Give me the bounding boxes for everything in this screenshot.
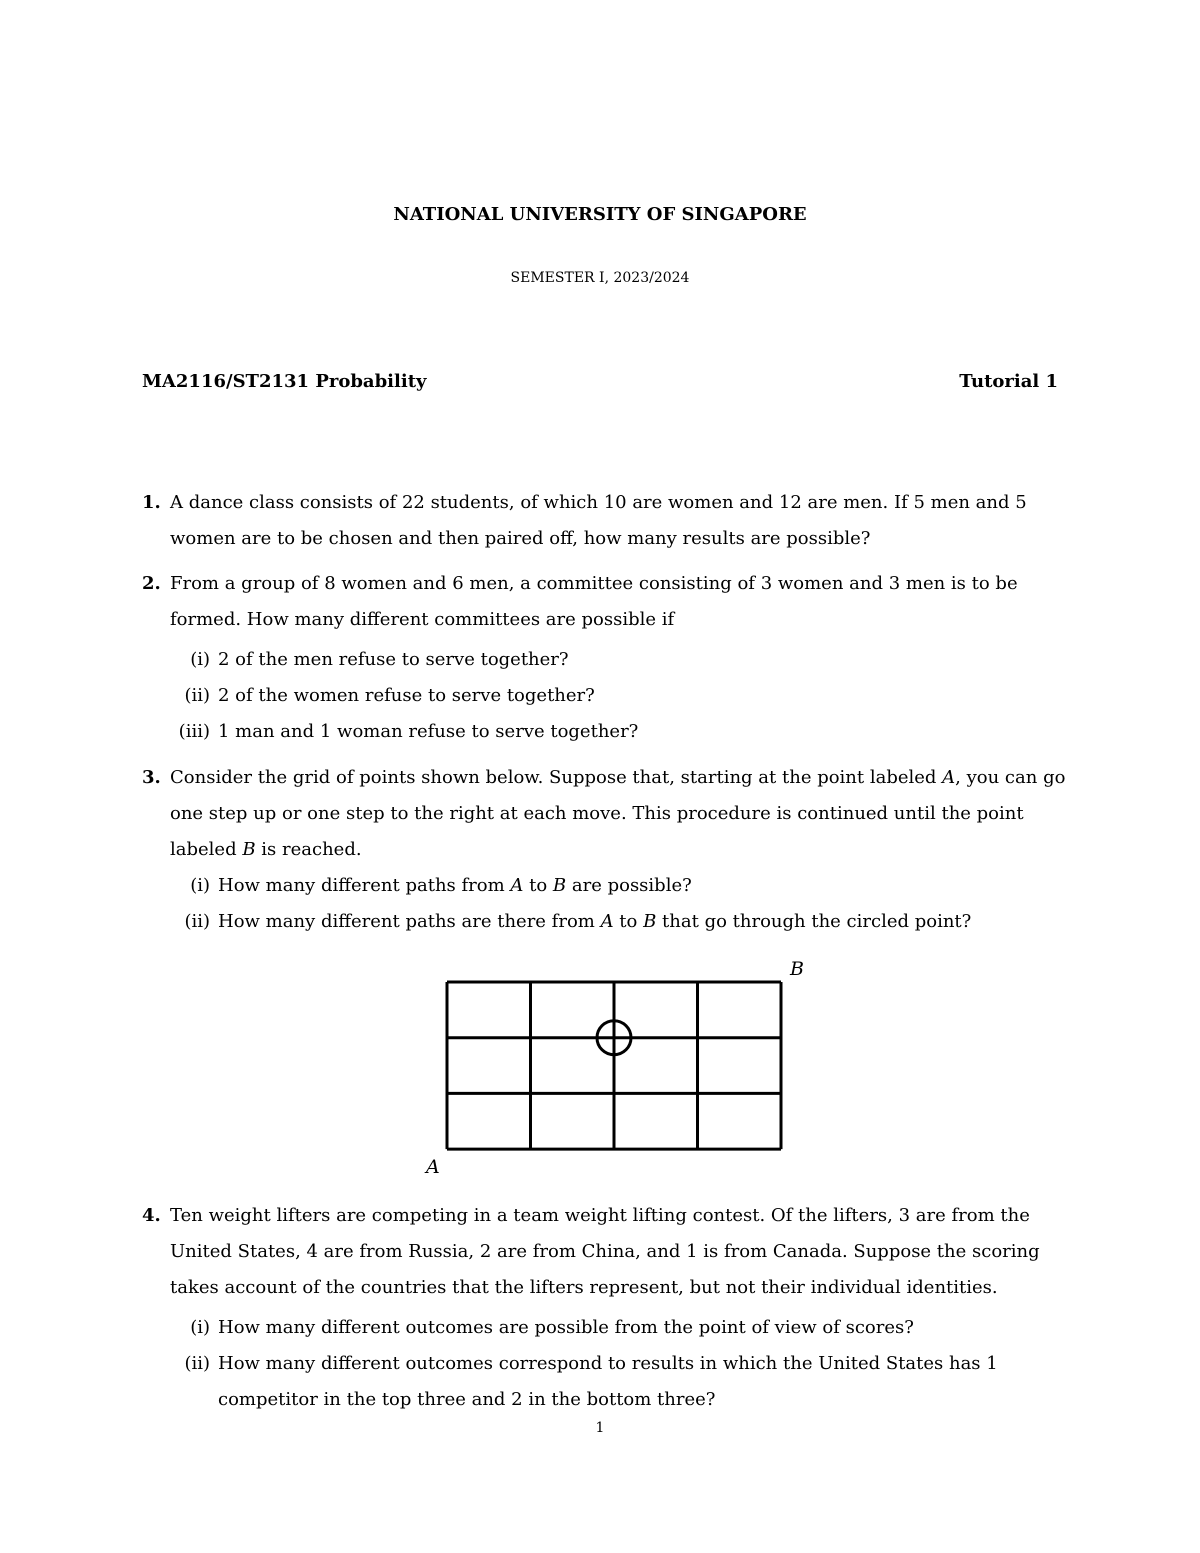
question-1 (142, 485, 1067, 557)
variable-a: A (510, 875, 524, 896)
sub-question-list (170, 868, 1067, 940)
grid-figure (420, 955, 820, 1185)
sub-question-label: (ii) (184, 911, 210, 932)
semester-label: SEMESTER I, 2023/2024 (510, 270, 690, 286)
grid-lines (447, 982, 781, 1149)
text-segment: Consider the grid of points shown below. Suppose that, starting at the point labeled (170, 767, 943, 788)
sub-question-label: (ii) (184, 1353, 210, 1374)
sub-question-text: 1 man and 1 woman refuse to serve together? (218, 721, 639, 742)
question-3 (142, 760, 1067, 940)
question-4 (142, 1198, 1067, 1418)
question-number: 3. (142, 767, 161, 788)
text-segment: to (523, 875, 553, 896)
course-title: MA2116/ST2131 Probability (142, 371, 427, 392)
sub-question-label: (ii) (184, 685, 210, 706)
sub-question-label: (i) (190, 875, 210, 896)
sub-question (170, 1346, 1067, 1418)
sub-question-text: How many different outcomes are possible from the point of view of scores? (218, 1317, 914, 1338)
text-segment: , you can go one step up or one step to the right at each move. This procedure is continued until the point labeled (170, 767, 1066, 860)
question-2 (142, 566, 1067, 750)
sub-question-label: (i) (190, 1317, 210, 1338)
question-text: From a group of 8 women and 6 men, a committee consisting of 3 women and 3 men is to be formed. How many different committees are possible if (170, 573, 1018, 630)
question-number: 1. (142, 492, 161, 513)
sub-question-text: 2 of the men refuse to serve together? (218, 649, 569, 670)
university-title: NATIONAL UNIVERSITY OF SINGAPORE (393, 204, 807, 225)
sub-question (170, 642, 1067, 678)
variable-b: B (552, 875, 567, 896)
variable-a: A (600, 911, 614, 932)
text-segment: How many different paths are there from (218, 911, 601, 932)
text-segment: to (613, 911, 644, 932)
tutorial-label: Tutorial 1 (959, 371, 1058, 392)
variable-b: B (643, 911, 657, 932)
sub-question-text (218, 875, 692, 896)
sub-question (170, 1310, 1067, 1346)
point-label-b: B (790, 958, 804, 980)
sub-question-label: (iii) (178, 721, 210, 742)
sub-question-list (170, 1310, 1067, 1418)
text-segment: that go through the circled point? (656, 911, 972, 932)
sub-question (170, 678, 1067, 714)
text-segment: are possible? (566, 875, 692, 896)
sub-question-text: How many different outcomes correspond to results in which the United States has 1 competitor in the top three and 2 in the bottom three? (218, 1353, 998, 1410)
sub-question-label: (i) (190, 649, 210, 670)
question-text: A dance class consists of 22 students, of which 10 are women and 12 are men. If 5 men and 5 women are to be chosen and then paired off, how many results are possible? (170, 492, 1027, 549)
variable-a: A (942, 767, 956, 788)
sub-question (170, 868, 1067, 904)
question-text (170, 760, 1067, 868)
sub-question (170, 904, 1067, 940)
question-number: 2. (142, 573, 161, 594)
sub-question (170, 714, 1067, 750)
text-segment: is reached. (255, 839, 362, 860)
page-number: 1 (595, 1420, 605, 1436)
question-text: Ten weight lifters are competing in a team weight lifting contest. Of the lifters, 3 are from the United States, 4 are from Russia, 2 are from China, and 1 is from Canada. Suppose the scoring takes account of the countries that the lifters represent, but not their individual identities. (170, 1205, 1040, 1298)
question-number: 4. (142, 1205, 161, 1226)
sub-question-text (218, 911, 971, 932)
sub-question-text: 2 of the women refuse to serve together? (218, 685, 595, 706)
text-segment: How many different paths from (218, 875, 511, 896)
grid-svg (420, 955, 820, 1185)
point-label-a: A (426, 1156, 440, 1178)
sub-question-list (170, 642, 1067, 750)
variable-b: B (242, 839, 256, 860)
